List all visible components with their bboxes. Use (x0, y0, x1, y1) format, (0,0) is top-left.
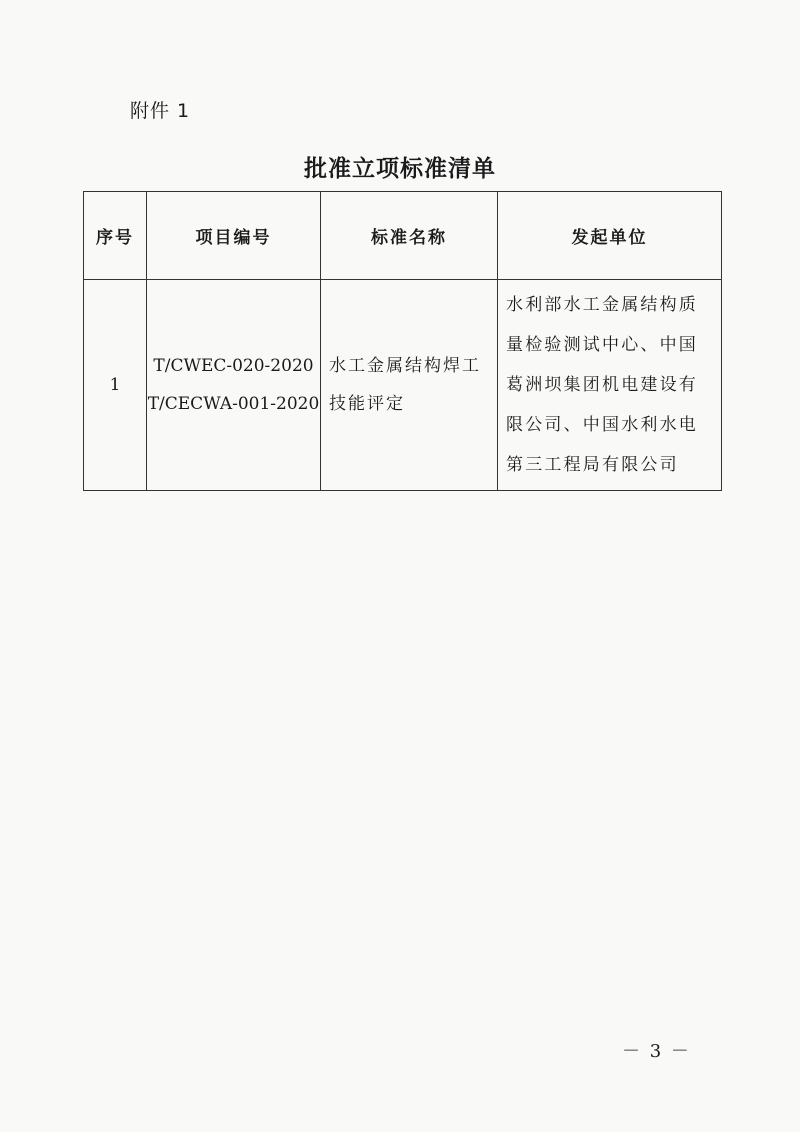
table-row (84, 280, 722, 491)
page-number: － 3 － (622, 1041, 691, 1062)
project-code-line-2: T/CECWA-001-2020 (147, 394, 320, 414)
attachment-label: 附件 1 (130, 100, 191, 122)
header-standard-name: 标准名称 (321, 192, 498, 280)
document-title: 批准立项标准清单 (304, 156, 496, 182)
cell-seq: 1 (84, 280, 147, 491)
cell-project-code (147, 280, 321, 491)
approved-standards-table (83, 191, 722, 491)
header-project-code: 项目编号 (147, 192, 321, 280)
table-header-row (84, 192, 722, 280)
cell-standard-name: 水工金属结构焊工技能评定 (321, 280, 498, 491)
cell-initiating-org: 水利部水工金属结构质量检验测试中心、中国葛洲坝集团机电建设有限公司、中国水利水电第三工程局有限公司 (498, 280, 722, 491)
header-seq: 序号 (84, 192, 147, 280)
project-code-line-1: T/CWEC-020-2020 (153, 356, 314, 376)
header-initiating-org: 发起单位 (498, 192, 722, 280)
